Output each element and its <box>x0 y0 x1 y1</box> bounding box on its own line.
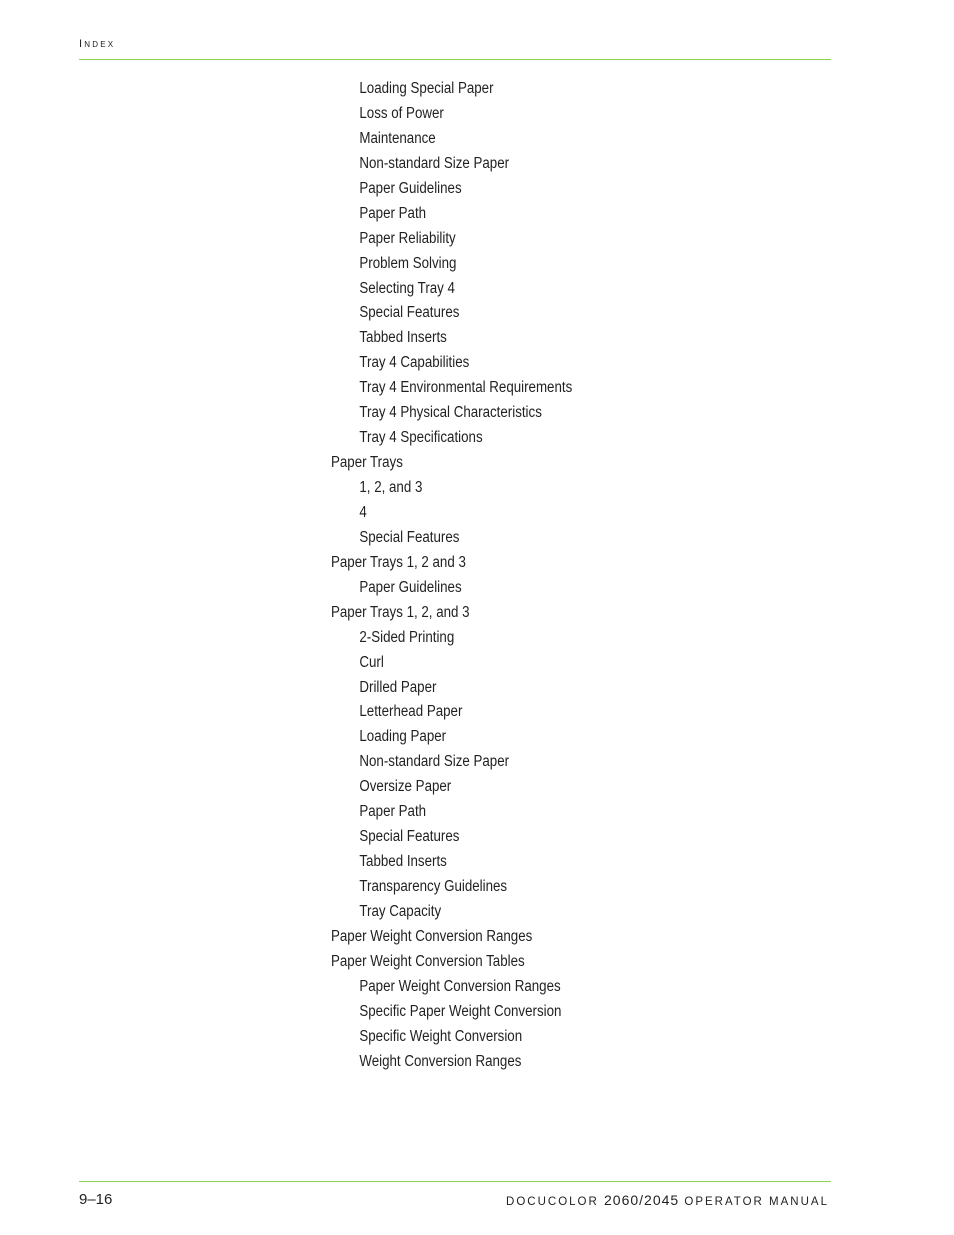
index-subentry: Loading Special Paper <box>359 80 494 97</box>
index-subentry: Problem Solving <box>359 254 457 272</box>
index-subentry: Loading Paper <box>359 728 447 746</box>
index-subentry: 1, 2, and 3 <box>359 479 423 496</box>
index-subentry: Specific Paper Weight Conversion <box>359 1002 562 1020</box>
index-subentry: Paper Path <box>359 204 427 222</box>
header-title: Index <box>79 38 116 50</box>
running-header <box>79 38 115 50</box>
index-subentry: Tabbed Inserts <box>359 853 447 871</box>
index-entry: Paper Trays 1, 2, and 3 <box>331 603 470 621</box>
index-subentry: Letterhead Paper <box>359 703 463 721</box>
index-subentry: Paper Path <box>359 803 427 821</box>
index-subentry: Tray 4 Capabilities <box>359 354 470 372</box>
page-number: 9–16 <box>79 1191 113 1208</box>
index-subentry: Special Features <box>359 828 460 846</box>
index-subentry: Special Features <box>359 304 460 322</box>
index-subentry: Selecting Tray 4 <box>359 279 455 297</box>
index-subentry: Tray 4 Specifications <box>359 429 483 447</box>
index-subentry: Special Features <box>359 528 460 546</box>
index-list <box>331 77 612 1075</box>
index-entry: Paper Trays <box>331 454 403 472</box>
index-subentry: Paper Guidelines <box>359 578 462 596</box>
index-subentry: Oversize Paper <box>359 778 452 796</box>
index-entry: Paper Weight Conversion Ranges <box>331 927 533 945</box>
footer-title <box>506 1192 829 1208</box>
index-subentry: Weight Conversion Ranges <box>359 1052 522 1070</box>
index-subentry: Tray 4 Physical Characteristics <box>359 404 542 422</box>
index-subentry: Tray Capacity <box>359 902 442 920</box>
index-subentry: Paper Guidelines <box>359 179 462 197</box>
footer-title-prefix: DOCUCOLOR <box>506 1196 599 1208</box>
index-subentry: Tray 4 Environmental Requirements <box>359 379 573 397</box>
index-subentry: Non-standard Size Paper <box>359 154 510 172</box>
index-subentry: Paper Weight Conversion Ranges <box>359 977 561 995</box>
index-subentry: Non-standard Size Paper <box>359 753 510 771</box>
index-entry: Paper Weight Conversion Tables <box>331 952 525 970</box>
index-subentry: Maintenance <box>359 129 436 147</box>
footer-model: 2060/2045 <box>604 1192 680 1208</box>
index-subentry: Curl <box>359 653 384 671</box>
index-subentry: 4 <box>359 503 367 521</box>
index-subentry: Specific Weight Conversion <box>359 1027 523 1045</box>
index-subentry: Paper Reliability <box>359 229 456 247</box>
index-subentry: Drilled Paper <box>359 678 437 696</box>
index-subentry: Loss of Power <box>359 104 444 122</box>
index-subentry: Tabbed Inserts <box>359 329 447 347</box>
index-subentry: 2-Sided Printing <box>359 628 455 646</box>
index-entry: Paper Trays 1, 2 and 3 <box>331 553 466 571</box>
footer-title-suffix: OPERATOR MANUAL <box>684 1196 829 1208</box>
footer-rule <box>79 1181 831 1182</box>
index-subentry: Transparency Guidelines <box>359 878 508 895</box>
header-rule <box>79 59 831 60</box>
